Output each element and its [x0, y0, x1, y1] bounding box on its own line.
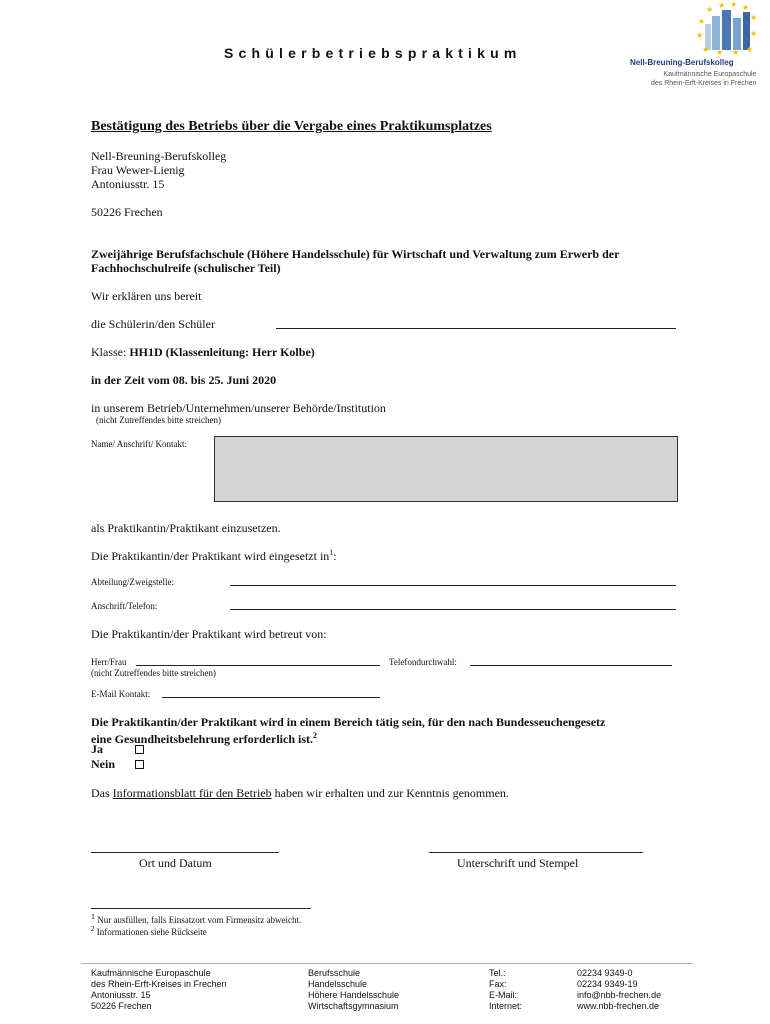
place-date-label: Ort und Datum — [139, 856, 212, 870]
nein-checkbox[interactable] — [135, 760, 144, 769]
phone-label: Telefondurchwahl: — [389, 657, 457, 667]
footnote-divider — [91, 908, 311, 909]
svg-text:★: ★ — [698, 17, 706, 26]
recipient-address — [91, 149, 226, 191]
footnote-ref: 2 — [313, 731, 317, 740]
address-line: 50226 Frechen — [91, 205, 163, 219]
logo-subtitle-line1: Kaufmännische Europaschule — [663, 71, 757, 78]
department-label: Abteilung/Zweigstelle: — [91, 577, 174, 587]
ja-checkbox[interactable] — [135, 745, 144, 754]
supervised-text: Die Praktikantin/der Praktikant wird betreut von: — [91, 627, 327, 641]
deployed-text — [91, 548, 337, 564]
svg-text:★: ★ — [750, 29, 758, 38]
signature-label: Unterschrift und Stempel — [457, 856, 579, 870]
student-label: die Schülerin/den Schüler — [91, 317, 215, 331]
nein-label: Nein — [91, 757, 115, 771]
class-info — [91, 345, 315, 360]
svg-text:★: ★ — [750, 13, 758, 22]
footer-divider — [81, 963, 693, 964]
declare-text: Wir erklären uns bereit — [91, 289, 202, 303]
svg-text:★: ★ — [702, 45, 710, 54]
strike-note: (nicht Zutreffendes bitte streichen) — [96, 415, 222, 425]
program-line1: Zweijährige Berufsfachschule (Höhere Handelsschule) für Wirtschaft und Verwaltung zum Erwerb der — [91, 247, 620, 261]
period-text: in der Zeit vom 08. bis 25. Juni 2020 — [91, 373, 277, 387]
svg-text:★: ★ — [706, 5, 714, 14]
footnote-1 — [91, 912, 301, 925]
svg-text:★: ★ — [696, 31, 704, 40]
page-title: Schülerbetriebspraktikum — [224, 45, 522, 61]
footnote-text: Nur ausfüllen, falls Einsatzort vom Firmensitz abweicht. — [97, 915, 302, 925]
email-field[interactable] — [162, 697, 380, 698]
deployed-colon: : — [333, 549, 337, 563]
department-field[interactable] — [230, 585, 676, 586]
company-line: in unserem Betrieb/Unternehmen/unserer Behörde/Institution — [91, 401, 386, 415]
logo-subtitle — [651, 70, 756, 88]
logo-school-name: Nell-Breuning-Berufskolleg — [630, 58, 734, 67]
footnote-ref: 1 — [329, 548, 334, 557]
supervisor-name-field[interactable] — [136, 665, 380, 666]
svg-text:★: ★ — [742, 3, 750, 12]
company-name-address-field[interactable] — [214, 436, 678, 502]
svg-text:★: ★ — [718, 2, 726, 10]
footnote-text: Informationen siehe Rückseite — [96, 927, 207, 937]
footer-contact-values: 02234 9349-0 02234 9349-19 info@nbb-frechen.de www.nbb-frechen.de — [577, 968, 662, 1011]
address-phone-field[interactable] — [230, 609, 676, 610]
svg-text:★: ★ — [732, 48, 740, 56]
signature-field[interactable] — [429, 852, 643, 853]
address-line: Nell-Breuning-Berufskolleg — [91, 149, 227, 163]
ja-label: Ja — [91, 742, 103, 756]
school-logo — [694, 2, 758, 56]
footer-contact-labels: Tel.: Fax: E-Mail: Internet: — [489, 968, 523, 1011]
footer-school-types: Berufsschule Handelsschule Höhere Handelsschule Wirtschaftsgymnasium — [308, 968, 400, 1011]
herr-frau-label: Herr/Frau — [91, 657, 127, 667]
strike-note-2: (nicht Zutreffendes bitte streichen) — [91, 668, 217, 678]
class-value: HH1D (Klassenleitung: Herr Kolbe) — [129, 345, 315, 359]
student-name-field[interactable] — [276, 328, 676, 329]
phone-field[interactable] — [470, 665, 672, 666]
footnote-2 — [91, 925, 207, 937]
footnote-number: 2 — [91, 925, 95, 933]
svg-text:★: ★ — [716, 48, 724, 56]
class-prefix: Klasse: — [91, 345, 130, 359]
health-line2: eine Gesundheitsbelehrung erforderlich ist. — [91, 732, 313, 746]
info-sheet-text — [91, 786, 509, 801]
intern-text: als Praktikantin/Praktikant einzusetzen. — [91, 521, 281, 535]
address-line: Frau Wewer-Lienig — [91, 163, 185, 177]
info-prefix: Das — [91, 786, 113, 800]
footer-address: Kaufmännische Europaschule des Rhein-Erft-Kreises in Frechen Antoniusstr. 15 50226 Frechen — [91, 968, 227, 1011]
footnote-number: 1 — [91, 912, 95, 921]
info-suffix: haben wir erhalten und zur Kenntnis genommen. — [271, 786, 509, 800]
svg-text:★: ★ — [746, 45, 754, 54]
form-heading: Bestätigung des Betriebs über die Vergabe eines Praktikumsplatzes — [91, 119, 492, 134]
program-line2: Fachhochschulreife (schulischer Teil) — [91, 261, 281, 275]
name-address-label: Name/ Anschrift/ Kontakt: — [91, 439, 187, 449]
health-question — [91, 715, 605, 746]
deployed-label: Die Praktikantin/der Praktikant wird eingesetzt in — [91, 549, 330, 563]
info-sheet-link[interactable]: Informationsblatt für den Betrieb — [112, 786, 272, 800]
logo-subtitle-line2: des Rhein-Erft-Kreises in Frechen — [651, 80, 757, 87]
address-phone-label: Anschrift/Telefon: — [91, 601, 158, 611]
svg-text:★: ★ — [730, 2, 738, 9]
place-date-field[interactable] — [91, 852, 279, 853]
program-description — [91, 247, 619, 275]
email-label: E-Mail Kontakt: — [91, 689, 151, 699]
health-line1: Die Praktikantin/der Praktikant wird in einem Bereich tätig sein, für den nach Bundesseuchengesetz — [91, 715, 606, 729]
address-line: Antoniusstr. 15 — [91, 177, 165, 191]
